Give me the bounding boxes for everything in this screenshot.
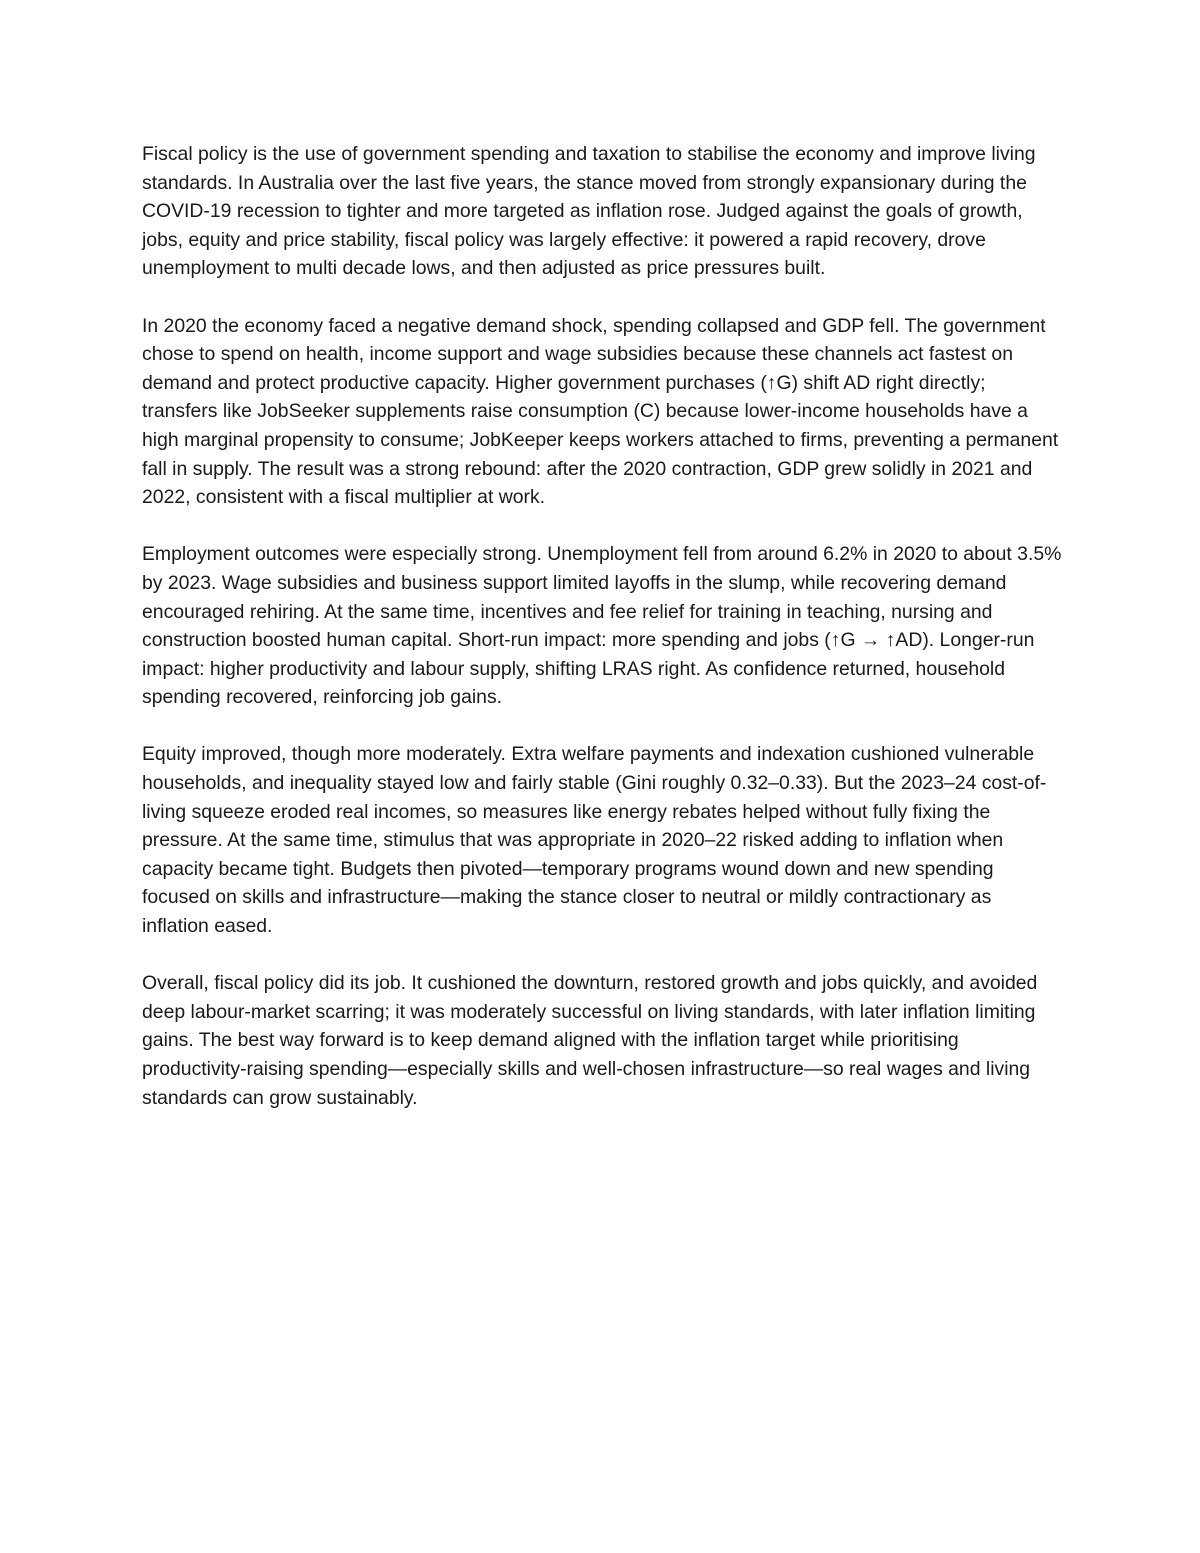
paragraph-employment: Employment outcomes were especially strong. Unemployment fell from around 6.2% in 2020 to about 3.5% by 2023. Wage subsidies and business support limited layoffs in the slump, while recovering demand encouraged rehiring. At the same time, incentives and fee relief for training in teaching, nursing and construction boosted human capital. Short-run impact: more spending and jobs (↑G → ↑AD). Longer-run impact: higher productivity and labour supply, shifting LRAS right. As confidence returned, household spending recovered, reinforcing job gains. <box>142 543 1062 709</box>
paragraph-equity: Equity improved, though more moderately. Extra welfare payments and indexation cushioned vulnerable households, and inequality stayed low and fairly stable (Gini roughly 0.32–0.33). But the 2023–24 cost-of-living squeeze eroded real incomes, so measures like energy rebates helped without fully fixing the pressure. At the same time, stimulus that was appropriate in 2020–22 risked adding to inflation when capacity became tight. Budgets then pivoted—temporary programs wound down and new spending focused on skills and infrastructure—making the stance closer to neutral or mildly contractionary as inflation eased. <box>142 743 1047 938</box>
paragraph-introduction: Fiscal policy is the use of government spending and taxation to stabilise the economy and improve living standards. In Australia over the last five years, the stance moved from strongly expansionary during the COVID-19 recession to tighter and more targeted as inflation rose. Judged against the goals of growth, jobs, equity and price stability, fiscal policy was largely effective: it powered a rapid recovery, drove unemployment to multi decade lows, and then adjusted as price pressures built. <box>142 143 1036 280</box>
document-body <box>142 140 1062 1112</box>
paragraph-conclusion: Overall, fiscal policy did its job. It cushioned the downturn, restored growth and jobs quickly, and avoided deep labour-market scarring; it was moderately successful on living standards, with later inflation limiting gains. The best way forward is to keep demand aligned with the inflation target while prioritising productivity-raising spending—especially skills and well-chosen infrastructure—so real wages and living standards can grow sustainably. <box>142 972 1038 1109</box>
paragraph-growth: In 2020 the economy faced a negative demand shock, spending collapsed and GDP fell. The government chose to spend on health, income support and wage subsidies because these channels act fastest on demand and protect productive capacity. Higher government purchases (↑G) shift AD right directly; transfers like JobSeeker supplements raise consumption (C) because lower-income households have a high marginal propensity to consume; JobKeeper keeps workers attached to firms, preventing a permanent fall in supply. The result was a strong rebound: after the 2020 contraction, GDP grew solidly in 2021 and 2022, consistent with a fiscal multiplier at work. <box>142 314 1059 509</box>
